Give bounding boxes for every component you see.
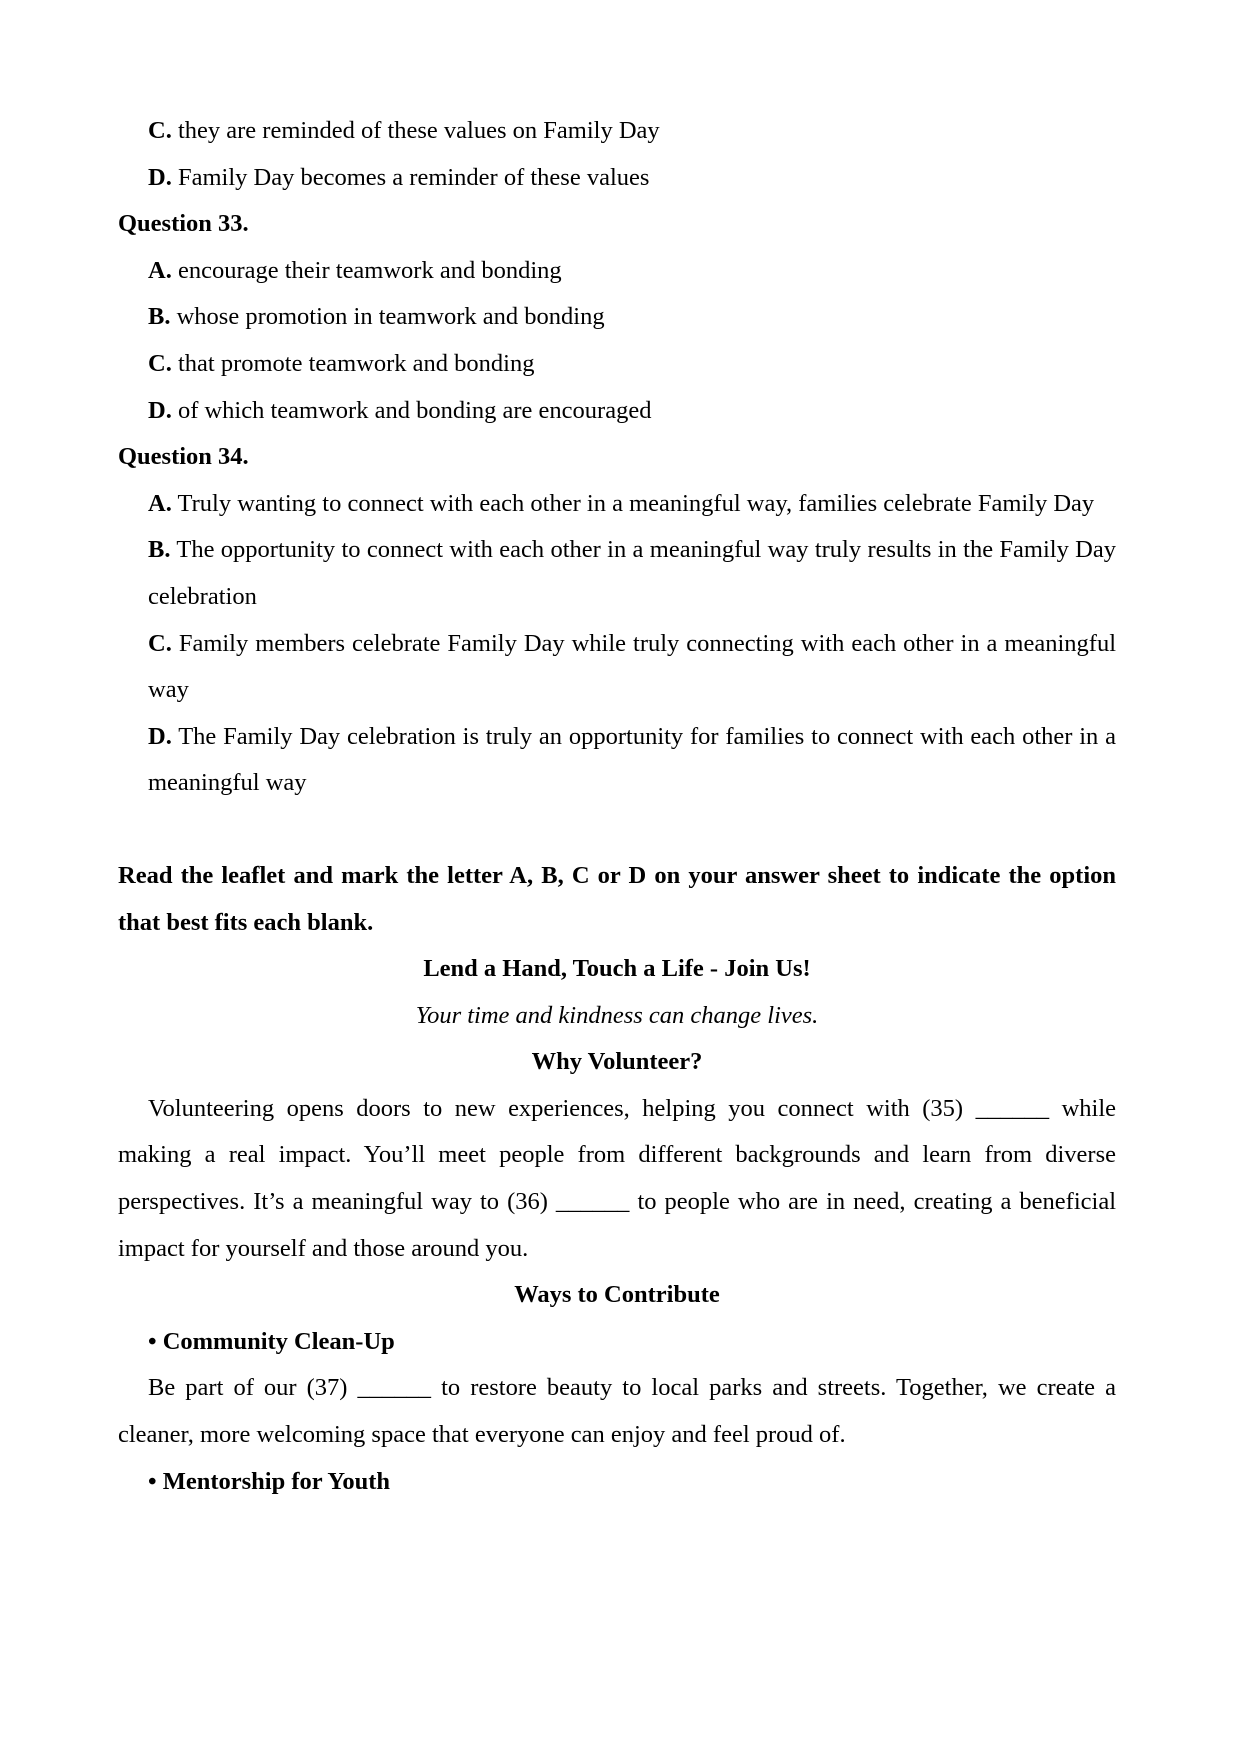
- option-text: The opportunity to connect with each other in a meaningful way truly results in the Family Day celebration: [148, 536, 1116, 610]
- q34-option-b: [118, 527, 1116, 620]
- section-spacer: [118, 807, 1116, 853]
- option-text: they are reminded of these values on Family Day: [171, 117, 660, 144]
- q33-option-c: [118, 341, 1116, 388]
- q33-option-a: [118, 248, 1116, 295]
- community-cleanup-title: • Community Clean-Up: [148, 1327, 395, 1355]
- option-text: of which teamwork and bonding are encouraged: [171, 396, 652, 424]
- option-letter: B.: [148, 536, 171, 564]
- section-instruction: Read the leaflet and mark the letter A, B, C or D on your answer sheet to indicate the option that best fits each blank.: [118, 861, 1116, 936]
- option-text: Family Day becomes a reminder of these values: [171, 163, 650, 191]
- option-text: that promote teamwork and bonding: [171, 349, 535, 377]
- q34-option-c: [118, 621, 1116, 714]
- community-cleanup-text: Be part of our (37) ______ to restore beauty to local parks and streets. Together, we create a cleaner, more welcoming space that everyone can enjoy and feel proud of.: [118, 1374, 1116, 1449]
- option-letter: C.: [148, 629, 172, 657]
- option-letter: C.: [148, 117, 172, 144]
- q34-option-a: [118, 481, 1116, 528]
- q32-option-c: [118, 108, 1116, 155]
- option-text: The Family Day celebration is truly an opportunity for families to connect with each other in a meaningful way: [148, 722, 1116, 797]
- why-volunteer-heading: Why Volunteer?: [531, 1048, 703, 1076]
- q33-title: Question 33.: [118, 210, 249, 238]
- why-volunteer-paragraph: Volunteering opens doors to new experiences, helping you connect with (35) ______ while making a real impact. You’ll meet people from different backgrounds and learn from diverse perspectives. It’s a meaningful way to (36) ______ to people who are in need, creating a beneficial impact for yourself and those around you.: [118, 1094, 1116, 1262]
- option-letter: D.: [148, 163, 172, 191]
- option-letter: C.: [148, 349, 172, 377]
- q33-option-b: [118, 294, 1116, 341]
- option-text: Family members celebrate Family Day while truly connecting with each other in a meaningful way: [148, 629, 1116, 704]
- option-letter: D.: [148, 396, 172, 424]
- q34-title: Question 34.: [118, 443, 249, 471]
- option-text: whose promotion in teamwork and bonding: [170, 303, 605, 331]
- option-letter: A.: [148, 256, 172, 284]
- mentorship-title: • Mentorship for Youth: [148, 1467, 391, 1495]
- q34-option-d: [118, 714, 1116, 807]
- option-letter: A.: [148, 489, 172, 517]
- option-letter: D.: [148, 722, 172, 750]
- ways-to-contribute-heading: Ways to Contribute: [514, 1281, 720, 1309]
- option-text: Truly wanting to connect with each other in a meaningful way, families celebrate Family Day: [171, 489, 1095, 517]
- leaflet-title: Lend a Hand, Touch a Life - Join Us!: [423, 955, 811, 983]
- q32-option-d: [118, 155, 1116, 202]
- option-text: encourage their teamwork and bonding: [171, 256, 562, 284]
- q33-option-d: [118, 388, 1116, 435]
- option-letter: B.: [148, 303, 171, 331]
- leaflet-subtitle: Your time and kindness can change lives.: [415, 1001, 819, 1029]
